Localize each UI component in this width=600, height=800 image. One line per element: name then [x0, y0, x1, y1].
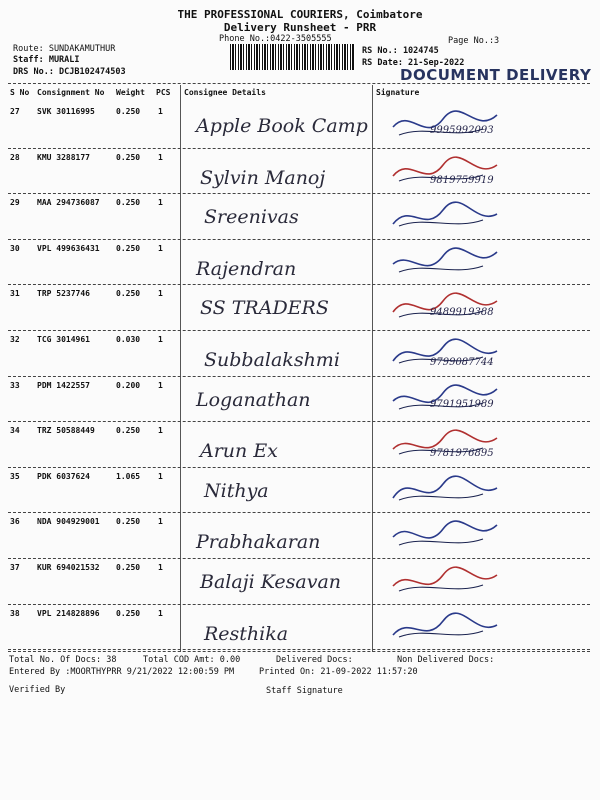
- row-consignee: Rajendran: [196, 257, 297, 280]
- table-top-rule: [8, 83, 590, 84]
- row-sno: 33: [10, 380, 20, 390]
- row-consignment: TRP 5237746: [37, 289, 90, 299]
- col-header-pcs: PCS: [156, 88, 171, 97]
- row-consignment: PDK 6037624: [37, 471, 90, 481]
- table-row: [0, 559, 600, 605]
- row-sno: 38: [10, 608, 20, 618]
- barcode: [230, 44, 355, 70]
- row-consignment: KMU 3288177: [37, 152, 90, 162]
- printed-on: Printed On: 21-09-2022 11:57:20: [259, 667, 418, 677]
- row-consignment: VPL 499636431: [37, 243, 100, 253]
- row-sno: 36: [10, 517, 20, 527]
- col-header-weight: Weight: [116, 88, 145, 97]
- page-number: Page No.:3: [448, 36, 500, 46]
- row-pcs: 1: [158, 335, 163, 344]
- signature-scribble: [385, 196, 535, 236]
- col-header-consignee: Consignee Details: [184, 88, 266, 97]
- phone-number: Phone No.:0422-3505555: [219, 34, 332, 44]
- non-delivered-docs: Non Delivered Docs:: [397, 655, 495, 665]
- table-bottom-rule: [8, 651, 590, 652]
- row-signature-phone: 9995992093: [430, 125, 494, 136]
- row-weight: 0.250: [116, 289, 141, 299]
- row-sno: 32: [10, 335, 20, 344]
- row-sno: 29: [10, 198, 20, 208]
- drs-number: DRS No.: DCJB102474503: [13, 67, 126, 77]
- row-pcs: 1: [158, 243, 163, 253]
- row-weight: 1.065: [116, 471, 141, 481]
- row-consignment: TCG 3014961: [37, 335, 90, 344]
- row-consignee: Subbalakshmi: [204, 349, 340, 371]
- table-row: [0, 377, 600, 423]
- row-sno: 35: [10, 471, 20, 481]
- signature-scribble: [385, 515, 535, 555]
- row-consignee: Apple Book Camp: [196, 115, 368, 137]
- row-weight: 0.250: [116, 426, 141, 436]
- col-header-signature: Signature: [376, 88, 420, 97]
- table-row: [0, 513, 600, 559]
- row-weight: 0.250: [116, 563, 141, 572]
- row-consignment: PDM 1422557: [37, 380, 90, 390]
- row-signature-phone: 9791951989: [430, 398, 494, 410]
- document-delivery-stamp: DOCUMENT DELIVERY: [400, 66, 592, 84]
- delivered-docs: Delivered Docs:: [276, 655, 353, 665]
- col-header-consignment: Consignment No: [37, 88, 105, 97]
- entered-by: Entered By :MOORTHYPRR 9/21/2022 12:00:59 PM: [9, 667, 235, 677]
- total-cod: Total COD Amt: 0.00: [143, 655, 241, 665]
- row-pcs: 1: [158, 471, 163, 481]
- row-pcs: 1: [158, 563, 163, 572]
- row-consignee: SS TRADERS: [200, 297, 329, 320]
- row-weight: 0.200: [116, 380, 141, 390]
- row-consignee: Resthika: [204, 622, 289, 645]
- route: Route: SUNDAKAMUTHUR: [13, 44, 116, 54]
- row-weight: 0.250: [116, 152, 141, 162]
- signature-scribble: [385, 607, 535, 647]
- row-consignment: TRZ 50588449: [37, 426, 95, 436]
- row-pcs: 1: [158, 107, 163, 116]
- row-sno: 28: [10, 152, 20, 162]
- signature-scribble: [385, 242, 535, 282]
- row-consignee: Sylvin Manoj: [200, 166, 326, 189]
- row-weight: 0.250: [116, 243, 141, 253]
- verified-by: Verified By: [9, 685, 66, 695]
- row-consignee: Balaji Kesavan: [200, 571, 342, 593]
- row-consignment: KUR 694021532: [37, 563, 100, 572]
- row-sno: 37: [10, 563, 20, 572]
- row-consignment: NDA 904929001: [37, 517, 100, 527]
- total-docs: Total No. Of Docs: 38: [9, 655, 117, 665]
- row-signature-phone: 9489919388: [430, 307, 494, 319]
- signature-scribble: [385, 561, 535, 601]
- row-sno: 30: [10, 243, 20, 253]
- runsheet-title: Delivery Runsheet - PRR: [223, 21, 377, 34]
- col-header-sno: S No: [10, 88, 30, 97]
- table-row: [0, 285, 600, 331]
- table-row: [0, 468, 600, 514]
- table-row: [0, 103, 600, 149]
- row-pcs: 1: [158, 152, 163, 162]
- staff-signature: Staff Signature: [266, 686, 343, 696]
- row-weight: 0.250: [116, 608, 141, 618]
- row-pcs: 1: [158, 198, 163, 208]
- table-row: [0, 149, 600, 195]
- company-title: THE PROFESSIONAL COURIERS, Coimbatore: [177, 8, 423, 21]
- row-consignment: SVK 30116995: [37, 107, 95, 116]
- row-consignee: Arun Ex: [200, 440, 278, 463]
- signature-scribble: [385, 470, 535, 510]
- rs-date: RS Date: 21-Sep-2022: [362, 58, 465, 68]
- row-consignment: MAA 294736087: [37, 198, 100, 208]
- table-row: [0, 422, 600, 468]
- row-consignment: VPL 214828896: [37, 608, 100, 618]
- table-row: [0, 240, 600, 286]
- rs-number: RS No.: 1024745: [362, 46, 439, 56]
- row-signature-phone: 9819759919: [430, 174, 494, 186]
- row-signature-phone: 9781976895: [430, 448, 494, 460]
- table-row: [0, 194, 600, 240]
- row-pcs: 1: [158, 380, 163, 390]
- row-weight: 0.250: [116, 107, 141, 116]
- row-sno: 27: [10, 107, 20, 116]
- row-weight: 0.250: [116, 198, 141, 208]
- table-row: [0, 331, 600, 377]
- table-row: [0, 605, 600, 651]
- row-weight: 0.250: [116, 517, 141, 527]
- row-pcs: 1: [158, 608, 163, 618]
- row-consignee: Nithya: [204, 479, 269, 502]
- row-consignee: Sreenivas: [204, 206, 299, 229]
- row-weight: 0.030: [116, 335, 141, 344]
- row-sno: 31: [10, 289, 20, 299]
- row-pcs: 1: [158, 426, 163, 436]
- row-pcs: 1: [158, 517, 163, 527]
- row-pcs: 1: [158, 289, 163, 299]
- staff: Staff: MURALI: [13, 55, 80, 65]
- row-consignee: Loganathan: [196, 388, 311, 411]
- row-sno: 34: [10, 426, 20, 436]
- row-consignee: Prabhakaran: [196, 531, 321, 554]
- row-signature-phone: 9799087744: [430, 357, 494, 368]
